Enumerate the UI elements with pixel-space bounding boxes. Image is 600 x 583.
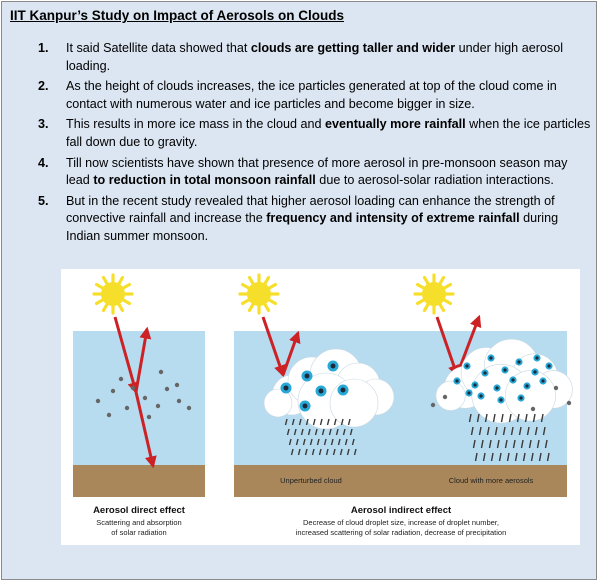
aerosol-figure: [61, 269, 580, 545]
panel1-ground: [73, 465, 205, 497]
point-text: This results in more ice mass in the cloud and: [66, 117, 325, 132]
label-unperturbed-cloud: Unperturbed cloud: [280, 476, 342, 485]
cloud-puff: [330, 379, 378, 427]
droplet-core: [465, 364, 468, 367]
droplet-core: [511, 378, 514, 381]
cloud-puff: [436, 381, 465, 410]
point-number: 2.: [38, 79, 49, 94]
point-text: when the ice particles fall down due to gravity.: [66, 117, 591, 149]
point-item: [38, 78, 594, 113]
aerosol-particle: [107, 413, 111, 417]
droplet-core: [319, 389, 324, 394]
droplet-core: [473, 383, 476, 386]
aerosol-particle: [187, 406, 191, 410]
aerosol-particle: [143, 396, 147, 400]
aerosol-particle: [177, 399, 181, 403]
point-text: during Indian summer monsoon.: [66, 211, 559, 243]
page-title: IIT Kanpur’s Study on Impact of Aerosols on Clouds: [10, 8, 345, 23]
droplet-core: [541, 379, 544, 382]
point-text: It said Satellite data showed that: [66, 41, 251, 55]
aerosol-particle: [131, 386, 135, 390]
label-cloud-more-aerosols: Cloud with more aerosols: [448, 476, 534, 485]
point-text: under high aerosol loading.: [66, 41, 563, 73]
panel2-caption-line1: Decrease of cloud droplet size, increase of droplet number,: [303, 518, 499, 527]
points-list: [38, 40, 594, 249]
point-number: 4.: [38, 155, 49, 170]
droplet-core: [535, 356, 538, 359]
droplet-core: [284, 386, 289, 391]
point-number: 3.: [38, 117, 49, 132]
droplet-core: [533, 370, 536, 373]
sun-icon: [422, 282, 446, 306]
droplet-core: [519, 396, 522, 399]
panel1-caption-line2: of solar radiation: [111, 528, 167, 537]
droplet-core: [489, 356, 492, 359]
sun-icon: [247, 282, 271, 306]
point-emphasis: to reduction in total monsoon rainfall: [93, 173, 316, 188]
droplet-core: [495, 386, 498, 389]
droplet-core: [503, 368, 506, 371]
point-emphasis: eventually more rainfall: [324, 117, 466, 132]
droplet-core: [331, 364, 336, 369]
droplet-core: [341, 388, 346, 393]
aerosol-particle: [165, 387, 169, 391]
droplet-core: [547, 364, 550, 367]
suns: [94, 275, 453, 313]
droplet-core: [467, 391, 470, 394]
point-item: [38, 193, 594, 246]
cloud-puff: [264, 389, 292, 417]
panel2-caption-line2: increased scattering of solar radiation, decrease of precipitation: [295, 528, 507, 537]
droplet-core: [455, 379, 458, 382]
panel2-caption-title: Aerosol indirect effect: [350, 505, 452, 516]
aerosol-particle: [531, 407, 535, 411]
aerosol-particle: [96, 399, 100, 403]
aerosol-effects-illustration: [61, 269, 580, 545]
aerosol-particle: [119, 377, 123, 381]
point-emphasis: frequency and intensity of extreme rainfall: [266, 211, 520, 226]
panel1-caption-title: Aerosol direct effect: [93, 505, 185, 516]
droplet-core: [303, 404, 308, 409]
point-item: [38, 40, 594, 75]
point-text: But in the recent study revealed that higher aerosol loading can enhance the strength of convective rainfall and increase the: [66, 193, 555, 226]
aerosol-particle: [125, 406, 129, 410]
droplet-core: [483, 371, 486, 374]
droplet-core: [517, 360, 520, 363]
point-item: [38, 155, 594, 190]
droplet-core: [305, 374, 310, 379]
aerosol-particle: [554, 386, 558, 390]
aerosol-particle: [567, 401, 571, 405]
point-text: As the height of clouds increases, the ice particles generated at top of the cloud come in contact with numerous water and ice particles and become bigger in size.: [66, 79, 557, 111]
droplet-core: [525, 384, 528, 387]
droplet-core: [479, 394, 482, 397]
aerosol-particle: [156, 404, 160, 408]
aerosol-particle: [111, 389, 115, 393]
point-number: 1.: [38, 41, 49, 55]
droplet-core: [499, 398, 502, 401]
aerosol-particle: [159, 370, 163, 374]
slide-frame: [1, 1, 597, 580]
aerosol-particle: [443, 395, 447, 399]
point-number: 5.: [38, 193, 49, 208]
panel1-caption-line1: Scattering and absorption: [96, 518, 182, 527]
sun-icon: [101, 282, 125, 306]
aerosol-particle: [147, 415, 151, 419]
point-text: due to aerosol-solar radiation interactions.: [315, 173, 554, 188]
point-emphasis: clouds are getting taller and wider: [250, 41, 456, 55]
point-item: [38, 116, 594, 151]
aerosol-particle: [175, 383, 179, 387]
aerosol-particle: [431, 403, 435, 407]
point-text: Till now scientists have shown that presence of more aerosol in pre-monsoon season may lead: [66, 155, 568, 188]
